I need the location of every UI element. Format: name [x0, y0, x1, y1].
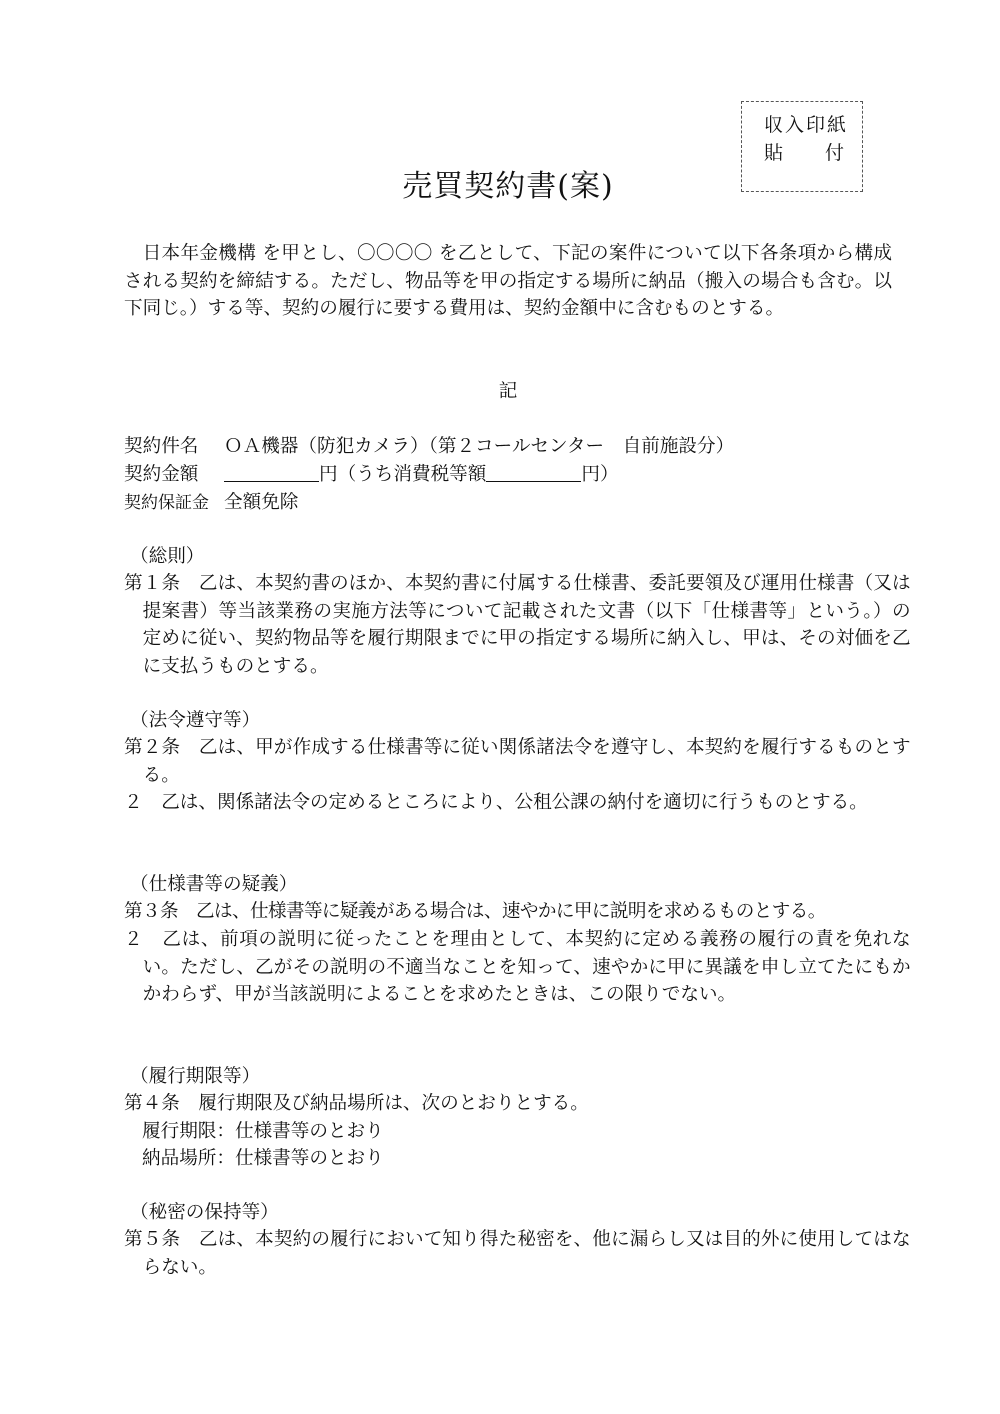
- tax-blank: [486, 463, 581, 482]
- contract-amount-row: [124, 461, 619, 488]
- article-4-deadline: 履行期限：仕様書等のとおり: [142, 1121, 384, 1142]
- article-3-paragraph-2: ２ 乙は、前項の説明に従ったことを理由として、本契約に定める義務の履行の責を免れない。ただし、乙がその説明の不適当なことを知って、速やかに甲に異議を申し立てたにもかかわらず、甲が当該説明によることを求めたときは、この限りでない。: [124, 929, 911, 1005]
- article-2-paragraph-2: ２ 乙は、関係諸法令の定めるところにより、公租公課の納付を適切に行うものとする。: [124, 792, 868, 813]
- article-2-heading: （法令遵守等）: [130, 710, 261, 731]
- article-5-text: 第５条 乙は、本契約の履行において知り得た秘密を、他に漏らし又は目的外に使用してはならない。: [124, 1229, 911, 1278]
- stamp-affix-char-1: 貼: [764, 142, 784, 164]
- tax-yen-text: 円）: [581, 464, 619, 485]
- document-title: 売買契約書(案): [402, 169, 614, 204]
- amount-blank: [224, 463, 319, 482]
- stamp-affix-label: [764, 138, 844, 168]
- article-5-heading: （秘密の保持等）: [130, 1202, 279, 1223]
- article-1-text: 第１条 乙は、本契約書のほか、本契約書に付属する仕様書、委託要領及び運用仕様書（又は提案書）等当該業務の実施方法等について記載された文書（以下「仕様書等」という。）の定めに従い、契約物品等を履行期限までに甲の指定する場所に納入し、甲は、その対価を乙に支払うものとする。: [124, 573, 911, 677]
- stamp-affix-char-2: 付: [824, 142, 844, 164]
- contract-deposit-label: 契約保証金: [124, 493, 209, 513]
- contract-item-value: ＯＡ機器（防犯カメラ）（第２コールセンター 自前施設分）: [224, 436, 735, 457]
- amount-yen-text: 円（うち消費税等額: [319, 464, 487, 485]
- contract-deposit-value: 全額免除: [224, 492, 299, 513]
- contract-deposit-row: [124, 489, 298, 517]
- article-1-heading: （総則）: [130, 546, 205, 567]
- contract-amount-label: 契約金額: [124, 464, 199, 485]
- article-4-heading: （履行期限等）: [130, 1066, 261, 1087]
- article-3-heading: （仕様書等の疑義）: [130, 874, 298, 895]
- article-4-text: 第４条 履行期限及び納品場所は、次のとおりとする。: [124, 1093, 589, 1114]
- preamble-paragraph: 日本年金機構 を甲とし、〇〇〇〇 を乙として、下記の案件について以下各条項から構成される契約を締結する。ただし、物品等を甲の指定する場所に納品（搬入の場合も含む。以下同じ。）する等、契約の履行に要する費用は、契約金額中に含むものとする。: [124, 243, 892, 319]
- article-2-text: 第２条 乙は、甲が作成する仕様書等に従い関係諸法令を遵守し、本契約を履行するものとする。: [124, 737, 911, 786]
- article-3-text: 第３条 乙は、仕様書等に疑義がある場合は、速やかに甲に説明を求めるものとする。: [124, 901, 826, 922]
- contract-item-row: [124, 433, 734, 460]
- stamp-label: 収入印紙: [764, 114, 849, 136]
- ki-heading: 記: [498, 381, 518, 402]
- article-4-delivery-place: 納品場所：仕様書等のとおり: [142, 1148, 384, 1169]
- contract-item-label: 契約件名: [124, 436, 199, 457]
